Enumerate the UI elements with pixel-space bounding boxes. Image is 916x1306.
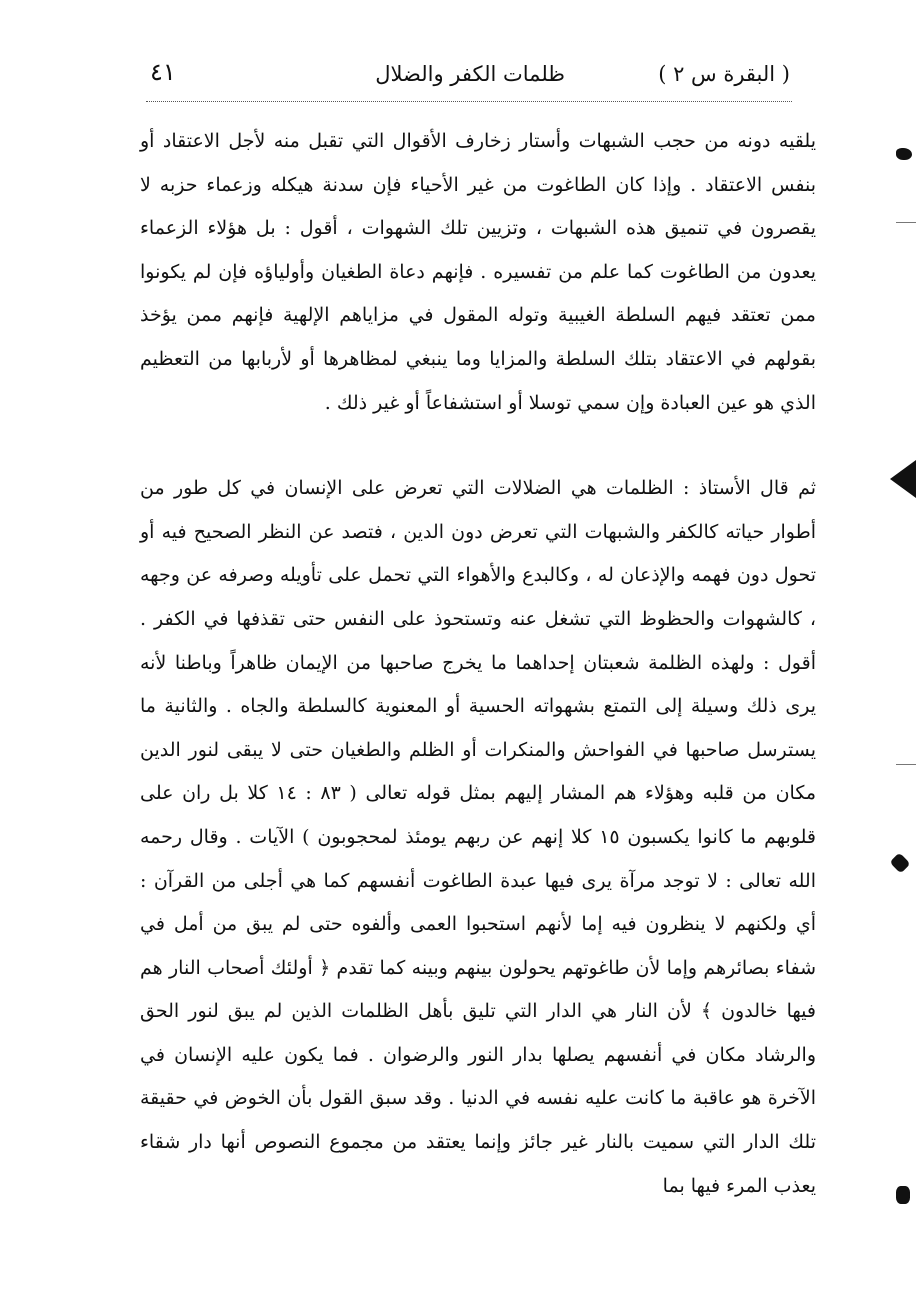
scan-edge-mark	[896, 148, 912, 160]
header-rule	[146, 101, 792, 102]
paragraph: ثم قال الأستاذ : الظلمات هي الضلالات التي تعرض على الإنسان في كل طور من أطوار حياته كالكفر والشبهات التي تعرض دون الدين ، فتصد عن النظر الصحيح فيه أو تحول دون فهمه والإذعان له ، وكالبدع والأهواء التي تحمل على تأويله وصرفه عن وجهه ، كالشهوات والحظوظ التي تشغل عنه وتستحوذ على النفس حتى تقذفها في الكفر . أقول : ولهذه الظلمة شعبتان إحداهما ما يخرج صاحبها من الإيمان ظاهراً وباطنا لأنه يرى ذلك وسيلة إلى التمتع بشهواته الحسية أو المعنوية كالسلطة والجاه . والثانية ما يسترسل صاحبها في الفواحش والمنكرات أو الظلم والطغيان حتى لا يبقى لنور الدين مكان من قلبه وهؤلاء هم المشار إليهم بمثل قوله تعالى ( ٨٣ : ١٤ كلا بل ران على قلوبهم ما كانوا يكسبون ١٥ كلا إنهم عن ربهم يومئذ لمحجوبون ) الآيات . وقال رحمه الله تعالى : لا توجد مرآة يرى فيها عبدة الطاغوت أنفسهم كما هي أجلى من القرآن : أي ولكنهم لا ينظرون فيه إما لأنهم استحبوا العمى وألفوه حتى لم يبق من أمل في شفاء بصائرهم وإما لأن طاغوتهم يحولون بينهم وبينه كما تقدم ﴿ أولئك أصحاب النار هم فيها خالدون ﴾ لأن النار هي الدار التي تليق بأهل الظلمات الذين لم يبق لنور الحق والرشاد مكان في أنفسهم يصلها بدار النور والرضوان . فما يكون عليه الإنسان في الآخرة هو عاقبة ما كانت عليه نفسه في الدنيا . وقد سبق القول بأن الخوض في حقيقة تلك الدار التي سميت بالنار غير جائز وإنما يعتقد من مجموع النصوص أنها دار شقاء يعذب المرء فيها بما	[140, 477, 817, 1197]
running-header	[150, 58, 790, 98]
scan-edge-mark	[889, 852, 910, 873]
surah-reference: ( البقرة س ٢ )	[658, 62, 790, 86]
page-body	[140, 120, 816, 1208]
scan-edge-mark	[896, 1186, 910, 1204]
paragraph: يلقيه دونه من حجب الشبهات وأستار زخارف الأقوال التي تقبل منه لأجل الاعتقاد أو بنفس الاعتقاد . وإذا كان الطاغوت من غير الأحياء فإن سدنة هيكله وزعماء حزبه لا يقصرون في تنميق هذه الشبهات ، وتزيين تلك الشهوات ، أقول : بل هؤلاء الزعماء يعدون من الطاغوت كما علم من تفسيره . فإنهم دعاة الطغيان وأولياؤه فإن لم يكونوا ممن تعتقد فيهم السلطة الغيبية وتوله المقول في مزاياهم الإلهية فإنهم ممن يؤخذ بقولهم في الاعتقاد بتلك السلطة والمزايا وما ينبغي لمظاهرها أو لأربابها من التعظيم الذي هو عين العبادة وإن سمي توسلا أو استشفاعاً أو غير ذلك .	[140, 130, 816, 414]
scan-edge-line	[896, 222, 916, 223]
scan-edge-mark	[890, 460, 916, 498]
page-number: ٤١	[150, 58, 176, 86]
running-title: ظلمات الكفر والضلال	[375, 62, 565, 86]
scan-edge-line	[896, 764, 916, 765]
